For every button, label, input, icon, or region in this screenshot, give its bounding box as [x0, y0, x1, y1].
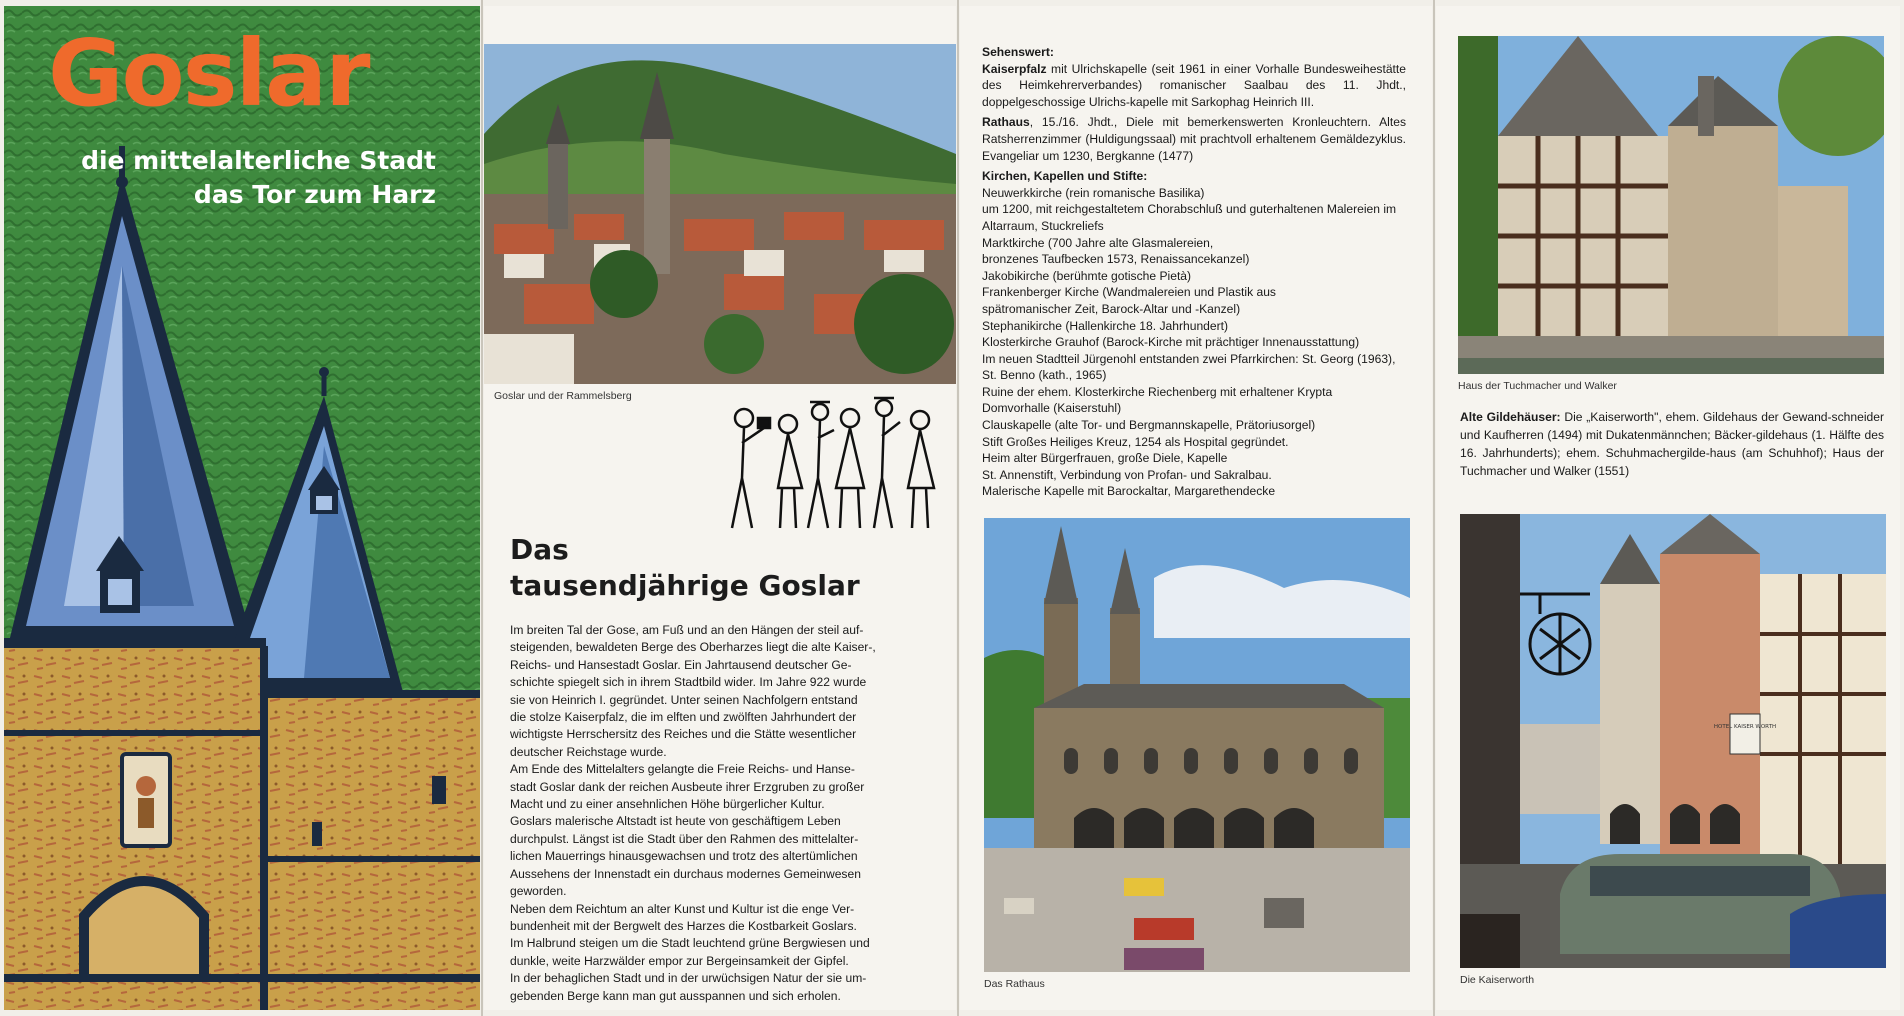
church-item: Clauskapelle (alte Tor- und Bergmannskapelle, Prätoriusorgel)	[982, 418, 1316, 433]
cover-subtitle-line1: die mittelalterliche Stadt	[81, 146, 436, 175]
church-item: Frankenberger Kirche (Wandmalereien und Plastik aus	[982, 285, 1276, 300]
tuchmacher-photo	[1458, 36, 1884, 374]
church-item: bronzenes Taufbecken 1573, Renaissancekanzel)	[982, 252, 1250, 267]
guildhouses-panel	[1436, 6, 1900, 1010]
tourist-group-sketch	[724, 388, 944, 538]
sights-list	[982, 44, 1406, 500]
rathaus-photo	[984, 518, 1410, 972]
kaiserpfalz-entry	[982, 61, 1406, 111]
alte-gildehaeuser-body: Die „Kaiserworth", ehem. Gildehaus der Gewand-schneider und Kaufherren (1494) mit Dukatenmännchen; Bäcker-gildehaus (1. Hälfte des 16. Jahrhunderts); ehem. Schuhmachergilde-haus (am Schuhhof); Haus der Tuchmacher und Walker (1551)	[1460, 410, 1884, 478]
cover-panel	[4, 6, 480, 1010]
church-item: Jakobikirche (berühmte gotische Pietà)	[982, 268, 1192, 283]
church-item: St. Annenstift, Verbindung von Profan- und Sakralbau.	[982, 467, 1272, 482]
tuchmacher-caption: Haus der Tuchmacher und Walker	[1458, 380, 1617, 392]
photo-caption: Goslar und der Rammelsberg	[494, 390, 632, 402]
church-item: Marktkirche (700 Jahre alte Glasmalereien,	[982, 235, 1214, 250]
intro-panel	[484, 6, 956, 1010]
goslar-rammelsberg-photo	[484, 44, 956, 384]
kaiserworth-caption: Die Kaiserworth	[1460, 974, 1535, 986]
hotel-sign-text: HOTEL KAISER WORTH	[1713, 724, 1777, 730]
church-item: Stephanikirche (Hallenkirche 18. Jahrhundert)	[982, 318, 1229, 333]
intro-paragraph: Am Ende des Mittelalters gelangte die Freie Reichs- und Hanse- stadt Goslar dank der reichen Ausbeute ihrer Erzgruben zu großer Macht und zu einer ansehnlichen Höhe bürgerlicher Kultur.	[510, 762, 865, 812]
church-item: Heim alter Bürgerfrauen, große Diele, Kapelle	[982, 451, 1228, 466]
kaiserpfalz-label: Kaiserpfalz	[982, 61, 1047, 76]
kaiserworth-photo	[1460, 514, 1886, 968]
intro-heading-line1: Das	[510, 533, 569, 566]
church-item: Stift Großes Heiliges Kreuz, 1254 als Hospital gegründet.	[982, 434, 1289, 449]
intro-paragraph: Im breiten Tal der Gose, am Fuß und an den Hängen der steil auf- steigenden, bewaldeten Berge des Oberharzes liegt die alte Kaiser-, Reichs- und Hansestadt Goslar. Ein Jahrtausend deutscher Ge- schichte spiegelt sich in ihrem Stadtbild wider. Im Jahre 922 wurde sie von Heinrich I. gegründet. Unter seinen Nachfolgern entstand die stolze Kaiserpfalz, die im elften und zwölften Jahrhundert der wichtigste Herrschersitz des Reiches und die Stätte wesentlicher deutscher Reichstage wurde.	[510, 623, 876, 759]
sights-heading: Sehenswert:	[982, 45, 1054, 59]
rathaus-label: Rathaus	[982, 115, 1030, 130]
rathaus-caption: Das Rathaus	[984, 978, 1045, 990]
fold-line	[481, 0, 483, 1016]
church-item: Neuwerkkirche (rein romanische Basilika)	[982, 185, 1205, 200]
churches-heading: Kirchen, Kapellen und Stifte:	[982, 169, 1148, 184]
church-item: Im neuen Stadtteil Jürgenohl entstanden zwei Pfarrkirchen: St. Georg (1963), St. Benno (kath., 1965)	[982, 351, 1396, 383]
church-item: Klosterkirche Grauhof (Barock-Kirche mit prächtiger Innenausstattung)	[982, 335, 1360, 350]
intro-heading-line2: tausendjährige Goslar	[510, 569, 860, 602]
cover-title: Goslar	[48, 20, 369, 127]
church-item: Malerische Kapelle mit Barockaltar, Margarethendecke	[982, 484, 1276, 499]
churches-list	[982, 185, 1406, 500]
church-item: spätromanischer Zeit, Barock-Altar und -Kanzel)	[982, 301, 1241, 316]
rathaus-text: , 15./16. Jhdt., Diele mit bemerkenswerten Kronleuchtern. Altes Ratsherrenzimmer (Huldigungssaal) mit prachtvoll erhaltenem Gemäldezyklus. Evangeliar um 1230, Bergkanne (1477)	[982, 115, 1406, 163]
church-item: um 1200, mit reichgestaltetem Chorabschluß und guterhaltenen Malereien im Altarraum, Stuckreliefs	[982, 202, 1397, 233]
fold-line	[1433, 0, 1435, 1016]
kaiserpfalz-text: mit Ulrichskapelle (seit 1961 in einer Vorhalle Bundesweihestätte des Heimkehrerverbandes) romanischer Saalbau des 11. Jhdt., doppelgeschossige Ulrichs-kapelle mit Sarkophag Heinrich III.	[982, 61, 1406, 109]
alte-gildehaeuser-text	[1460, 408, 1884, 480]
intro-body	[510, 622, 940, 1005]
sights-panel	[960, 6, 1432, 1010]
rathaus-entry	[982, 114, 1406, 164]
intro-heading	[510, 532, 860, 604]
fold-line	[957, 0, 959, 1016]
church-item: Domvorhalle (Kaiserstuhl)	[982, 401, 1122, 416]
church-item: Ruine der ehem. Klosterkirche Riechenberg mit erhaltener Krypta	[982, 384, 1333, 399]
intro-paragraph: Neben dem Reichtum an alter Kunst und Kultur ist die enge Ver- bundenheit mit der Bergwelt des Harzes die Kostbarkeit Goslars. Im Halbrund steigen um die Stadt leuchtend grüne Bergwiesen und dunkle, weite Harzwälder empor zur Bergeinsamkeit der Gipfel. In der behaglichen Stadt und in der urwüchsigen Natur der sie um- gebenden Berge kann man gut ausspannen und sich erholen.	[510, 901, 870, 1003]
cover-subtitle-line2: das Tor zum Harz	[193, 180, 436, 209]
alte-gildehaeuser-label: Alte Gildehäuser:	[1460, 410, 1561, 424]
intro-paragraph: Goslars malerische Altstadt ist heute von geschäftigem Leben durchpulst. Längst ist die Stadt über den Rahmen des mittelalter- lichen Mauerrings hinausgewachsen und trotz des altertümlichen Aussehens der Innenstadt ein durchaus modernes Gemeinwesen geworden.	[510, 814, 861, 899]
